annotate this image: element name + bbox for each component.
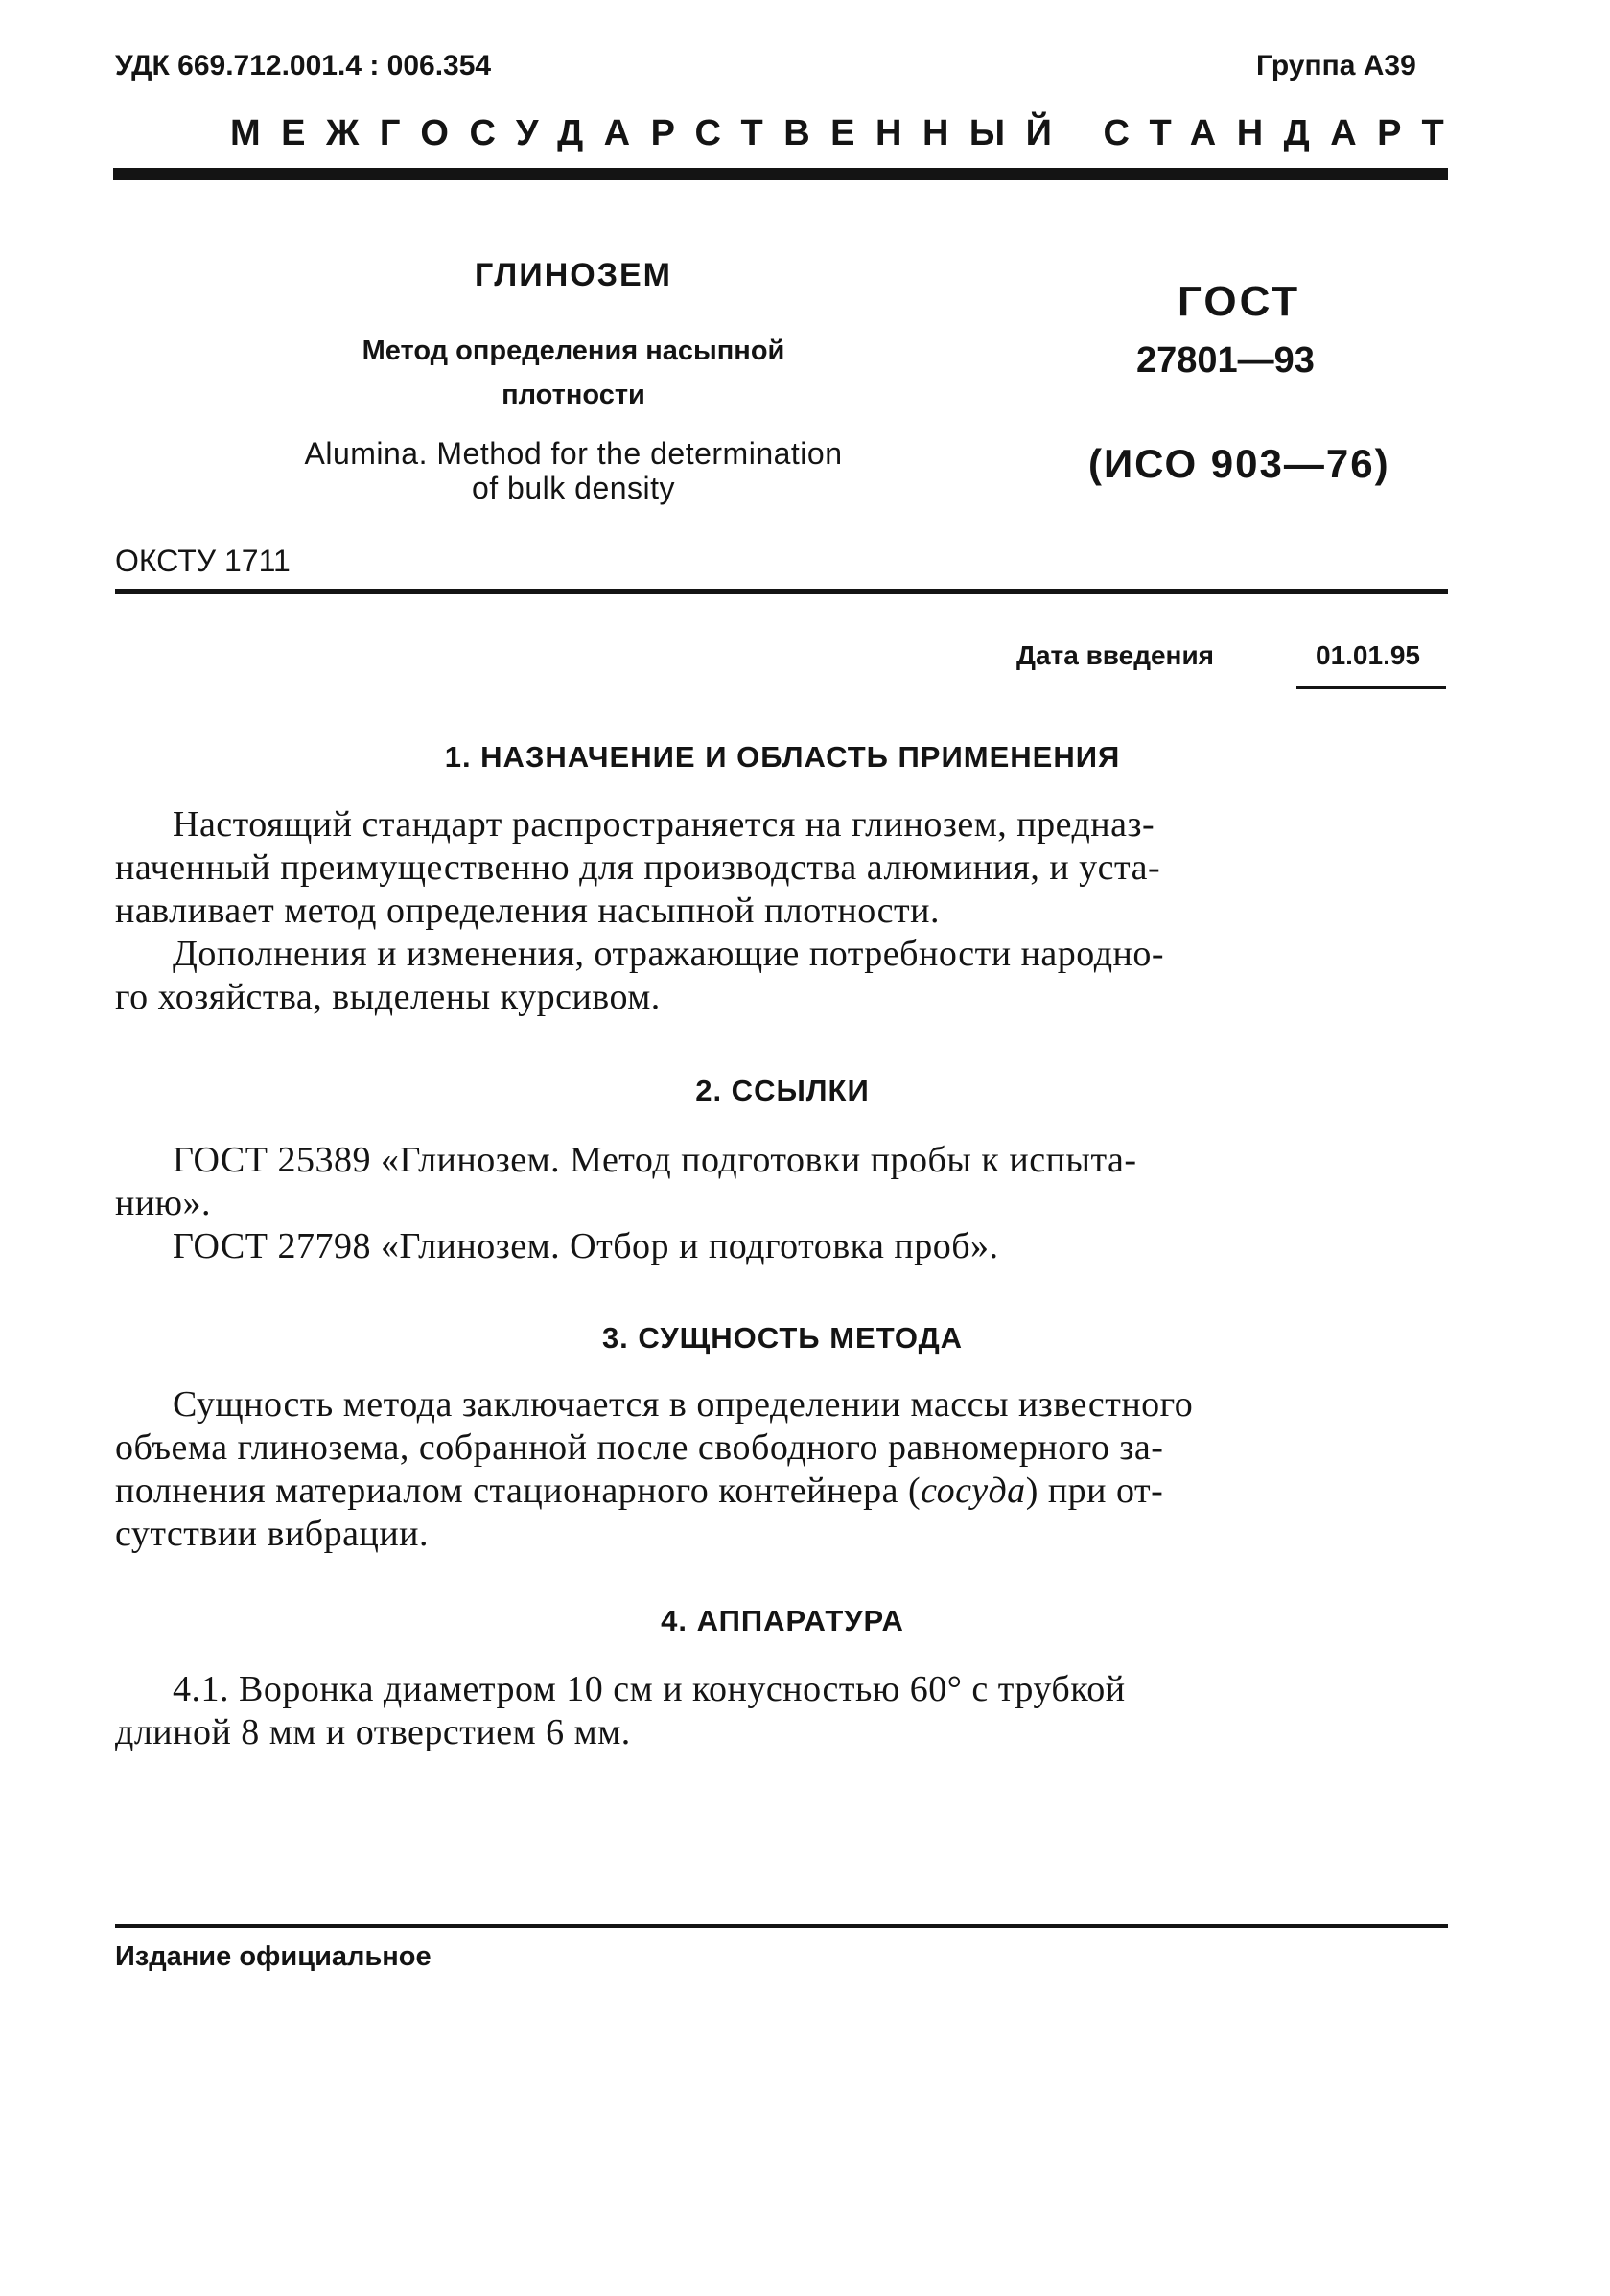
gost-number: 27801—93 xyxy=(1136,340,1315,381)
intro-date-value: 01.01.95 xyxy=(1316,640,1420,670)
section-4-line: длиной 8 мм и отверстием 6 мм. xyxy=(115,1712,631,1752)
section-1-line: наченный преимущественно для производства алюминия, и уста- xyxy=(115,847,1161,888)
section-3-line-3-part-b: ) при от- xyxy=(1025,1471,1164,1511)
section-2-line: ГОСТ 27798 «Глинозем. Отбор и подготовка проб». xyxy=(173,1226,999,1266)
official-edition-label: Издание официальное xyxy=(115,1941,432,1972)
subtitle-en-line-1: Alumina. Method for the determination xyxy=(304,436,843,471)
section-3-line xyxy=(115,1470,1448,1513)
section-3-line: сутствии вибрации. xyxy=(115,1514,430,1554)
standard-title: ГЛИНОЗЕМ xyxy=(474,257,673,293)
subtitle-en-line-2: of bulk density xyxy=(471,471,676,505)
section-1-heading: 1. НАЗНАЧЕНИЕ И ОБЛАСТЬ ПРИМЕНЕНИЯ xyxy=(444,740,1121,774)
standard-subtitle-ru xyxy=(305,329,842,417)
section-3-heading: 3. СУЩНОСТЬ МЕТОДА xyxy=(601,1321,964,1355)
footer-divider xyxy=(115,1924,1448,1928)
section-1-line: Настоящий стандарт распространяется на глинозем, предназ- xyxy=(173,804,1155,845)
section-2-body xyxy=(115,1139,1448,1268)
section-4-heading: 4. АППАРАТУРА xyxy=(661,1604,904,1637)
subtitle-ru-line-2: плотности xyxy=(502,380,645,410)
section-2-heading: 2. ССЫЛКИ xyxy=(695,1074,870,1107)
section-4-line: 4.1. Воронка диаметром 10 см и конусностью 60° с трубкой xyxy=(173,1669,1126,1709)
section-1-body xyxy=(115,803,1448,1019)
group-code: Группа А39 xyxy=(1256,50,1416,81)
section-1-line: го хозяйства, выделены курсивом. xyxy=(115,977,661,1017)
section-1-line: Дополнения и изменения, отражающие потребности народно- xyxy=(173,934,1165,974)
title-divider xyxy=(115,589,1448,594)
udk-code: УДК 669.712.001.4 : 006.354 xyxy=(115,50,492,81)
intro-date-underline xyxy=(1296,686,1446,689)
section-3-line: объема глинозема, собранной после свободного равномерного за- xyxy=(115,1427,1164,1468)
section-2-line: ГОСТ 25389 «Глинозем. Метод подготовки пробы к испыта- xyxy=(173,1140,1137,1180)
header-divider xyxy=(113,168,1448,180)
standard-subtitle-en xyxy=(238,436,909,505)
intro-date-label: Дата введения xyxy=(1016,640,1215,670)
section-3-body xyxy=(115,1383,1448,1556)
section-3-line: Сущность метода заключается в определении массы известного xyxy=(173,1384,1194,1425)
interstate-standard-banner: МЕЖГОСУДАРСТВЕННЫЙ СТАНДАРТ xyxy=(230,113,1465,153)
gost-label: ГОСТ xyxy=(1178,278,1301,325)
subtitle-ru-line-1: Метод определения насыпной xyxy=(362,336,785,366)
section-4-body xyxy=(115,1668,1448,1754)
section-2-line: нию». xyxy=(115,1183,212,1223)
iso-reference: (ИСО 903—76) xyxy=(1088,441,1390,486)
okstu-code: ОКСТУ 1711 xyxy=(115,544,291,578)
section-3-line-3-part-a: полнения материалом стационарного контейнера ( xyxy=(115,1471,922,1511)
section-3-italic-term: сосуда xyxy=(921,1471,1026,1511)
section-1-line: навливает метод определения насыпной плотности. xyxy=(115,891,940,931)
